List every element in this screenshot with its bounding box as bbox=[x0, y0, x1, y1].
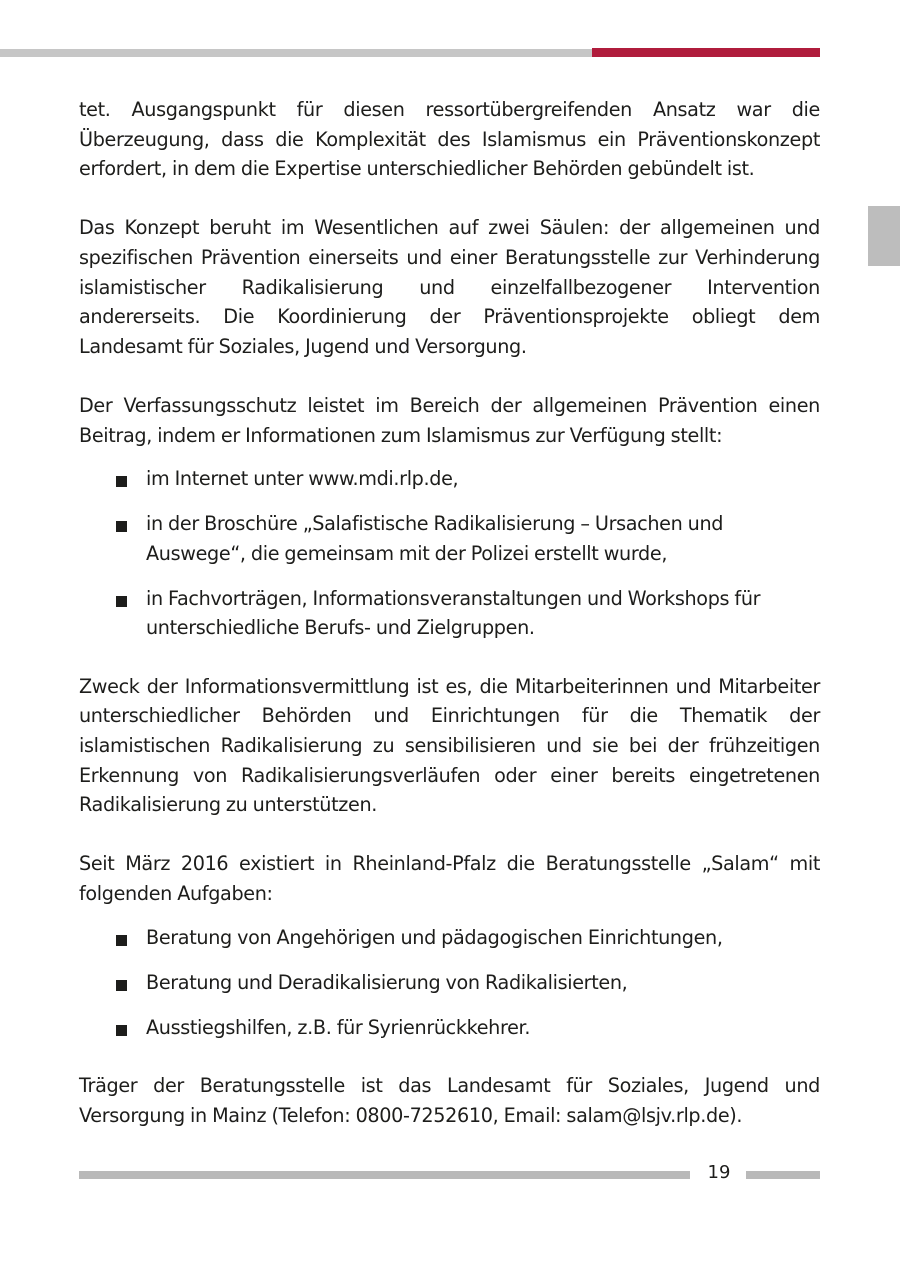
footer-rule-right bbox=[746, 1171, 820, 1179]
list-item-text: in der Broschüre „Salafistische Radikalisierung – Ursachen und Auswege“, die gemeinsam mit der Polizei erstellt wurde, bbox=[146, 512, 724, 565]
list-item bbox=[79, 584, 820, 643]
information-channels-list bbox=[79, 464, 820, 643]
header-rule-accent bbox=[592, 48, 820, 57]
list-item-text: Ausstiegshilfen, z.B. für Syrienrückkehrer. bbox=[146, 1015, 531, 1039]
paragraph-contact: Träger der Beratungsstelle ist das Landesamt für Soziales, Jugend und Versorgung in Mainz (Telefon: 0800-7252610, Email: salam@lsjv.rlp.de). bbox=[79, 1074, 820, 1127]
list-item bbox=[79, 464, 820, 494]
square-bullet-icon bbox=[116, 596, 127, 607]
paragraph-continuation: tet. Ausgangspunkt für diesen ressortübergreifenden Ansatz war die Überzeugung, dass die Komplexität des Islamismus ein Präventionskonzept erfordert, in dem die Expertise unterschiedlicher Behörden gebündelt ist. bbox=[79, 98, 820, 181]
list-item bbox=[79, 923, 820, 953]
footer-rule-left bbox=[79, 1171, 690, 1179]
salam-tasks-list bbox=[79, 923, 820, 1043]
square-bullet-icon bbox=[116, 476, 127, 487]
paragraph-purpose: Zweck der Informationsvermittlung ist es, die Mitarbeiterinnen und Mitarbeiter unterschiedlicher Behörden und Einrichtungen für die Thematik der islamistischen Radikalisierung zu sensibilisieren und sie bei der frühzeitigen Erkennung von Radikalisierungsverläufen oder einer bereits eingetretenen Radikalisierung zu unterstützen. bbox=[79, 674, 820, 817]
header-rule-grey bbox=[0, 49, 592, 57]
square-bullet-icon bbox=[116, 935, 127, 946]
square-bullet-icon bbox=[116, 521, 127, 532]
paragraph-verfassungsschutz: Der Verfassungsschutz leistet im Bereich der allgemeinen Prävention einen Beitrag, indem er Informationen zum Islamismus zur Verfügung stellt: bbox=[79, 393, 820, 447]
paragraph-salam: Seit März 2016 existiert in Rheinland-Pfalz die Beratungsstelle „Salam“ mit folgenden Aufgaben: bbox=[79, 852, 820, 906]
list-item-text: Beratung und Deradikalisierung von Radikalisierten, bbox=[146, 970, 628, 994]
list-item bbox=[79, 968, 820, 998]
page-number: 19 bbox=[707, 1162, 731, 1183]
square-bullet-icon bbox=[116, 980, 127, 991]
list-item-text: im Internet unter www.mdi.rlp.de, bbox=[146, 467, 459, 491]
list-item-text: in Fachvorträgen, Informationsveranstaltungen und Workshops für unterschiedliche Berufs- und Zielgruppen. bbox=[146, 586, 761, 640]
list-item-text: Beratung von Angehörigen und pädagogischen Einrichtungen, bbox=[146, 925, 723, 949]
paragraph-concept: Das Konzept beruht im Wesentlichen auf zwei Säulen: der allgemeinen und spezifischen Prävention einerseits und einer Beratungsstelle zur Verhinderung islamistischer Radikalisierung und einzelfallbezogener Intervention andererseits. Die Koordinierung der Präventionsprojekte obliegt dem Landesamt für Soziales, Jugend und Versorgung. bbox=[79, 216, 820, 358]
chapter-tab-marker bbox=[868, 206, 900, 266]
list-item bbox=[79, 509, 820, 568]
page-body bbox=[79, 95, 820, 1130]
list-item bbox=[79, 1013, 820, 1043]
square-bullet-icon bbox=[116, 1025, 127, 1036]
